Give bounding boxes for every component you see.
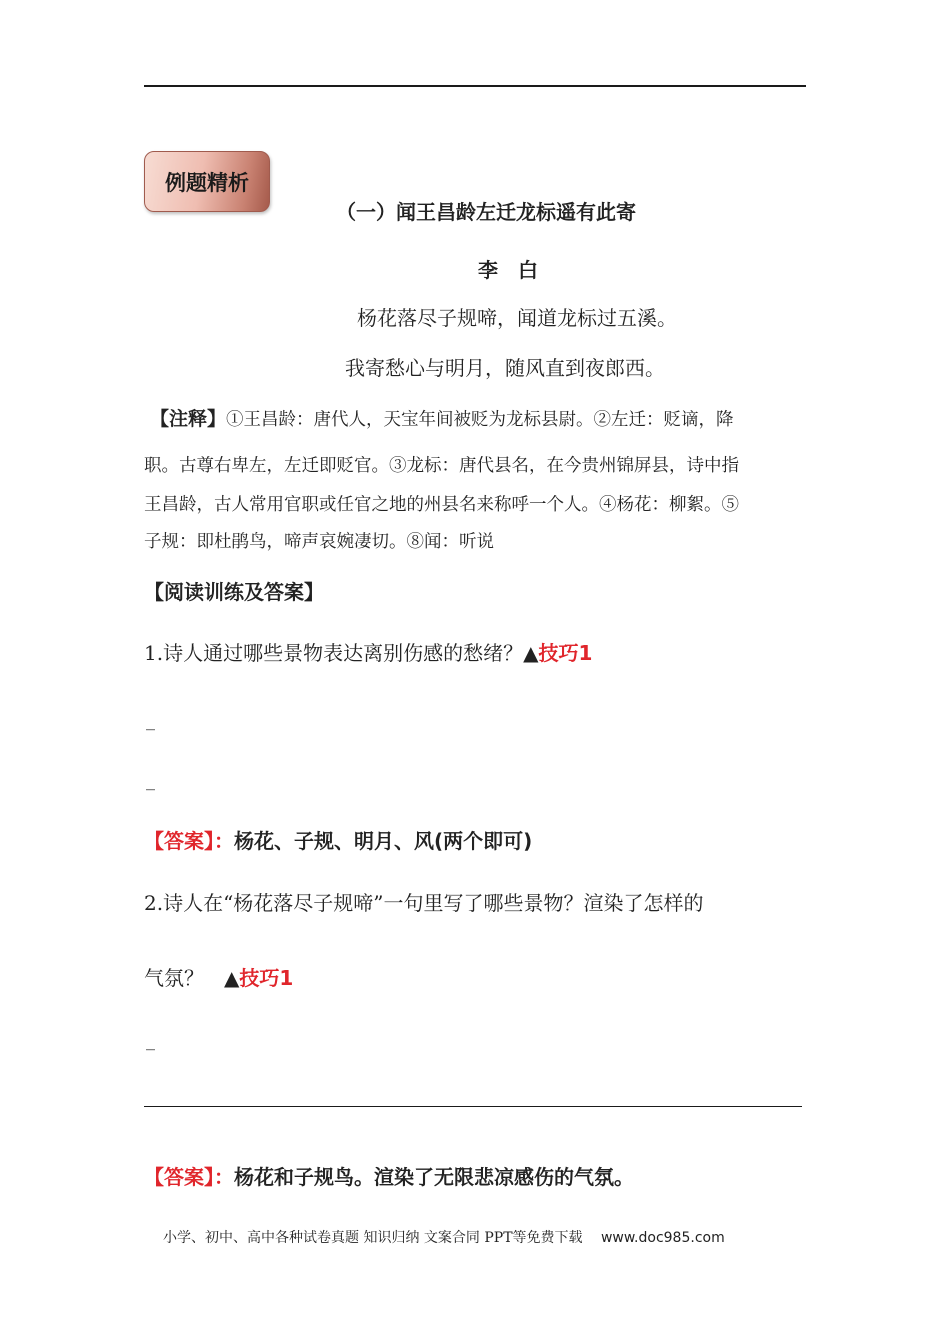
footer-text: 小学、初中、高中各种试卷真题 知识归纳 文案合同 PPT等免费下载 bbox=[163, 1230, 583, 1246]
question-2-text: 气氛？ bbox=[144, 966, 224, 990]
notes-line-3: 王昌龄，古人常用官职或任官之地的州县名来称呼一个人。④杨花：柳絮。⑤ bbox=[144, 495, 739, 515]
notes-text-1: ①王昌龄：唐代人，天宝年间被贬为龙标县尉。②左迁：贬谪，降 bbox=[226, 410, 734, 430]
notes-label: 【注释】 bbox=[150, 408, 227, 430]
blank-line-1: _ bbox=[146, 710, 155, 731]
answer-2-text: 杨花和子规鸟。渲染了无限悲凉感伤的气氛。 bbox=[234, 1165, 634, 1189]
answer-1 bbox=[144, 825, 532, 854]
poem-line-1: 杨花落尽子规啼，闻道龙标过五溪。 bbox=[357, 306, 677, 330]
triangle-icon: ▲ bbox=[523, 641, 539, 665]
answer-1-label: 【答案】： bbox=[144, 829, 234, 853]
footer bbox=[163, 1227, 725, 1247]
answer-rule bbox=[144, 1106, 802, 1107]
poem-author: 李 白 bbox=[478, 258, 538, 282]
poem-line-2: 我寄愁心与明月，随风直到夜郎西。 bbox=[345, 356, 665, 380]
section-heading: 【阅读训练及答案】 bbox=[144, 580, 324, 604]
question-1-tag: 技巧1 bbox=[538, 641, 593, 665]
blank-line-3: _ bbox=[146, 1030, 155, 1051]
triangle-icon: ▲ bbox=[224, 966, 240, 990]
question-1 bbox=[144, 637, 592, 666]
blank-line-2: _ bbox=[146, 770, 155, 791]
example-badge: 例题精析 bbox=[144, 151, 270, 212]
question-2-line-1: 2.诗人在“杨花落尽子规啼”一句里写了哪些景物？渲染了怎样的 bbox=[144, 891, 704, 915]
question-2-tag: 技巧1 bbox=[239, 966, 294, 990]
notes-line-1 bbox=[150, 404, 734, 431]
header-rule bbox=[144, 85, 806, 87]
notes-line-4: 子规：即杜鹃鸟，啼声哀婉凄切。⑧闻：听说 bbox=[144, 532, 494, 552]
question-1-text: 1.诗人通过哪些景物表达离别伤感的愁绪？ bbox=[144, 641, 524, 665]
answer-1-text: 杨花、子规、明月、风(两个即可) bbox=[234, 829, 533, 853]
poem-title: （一）闻王昌龄左迁龙标遥有此寄 bbox=[336, 200, 636, 224]
question-2-line-2 bbox=[144, 962, 293, 991]
footer-url[interactable]: www.doc985.com bbox=[600, 1230, 725, 1246]
notes-line-2: 职。古尊右卑左，左迁即贬官。③龙标：唐代县名，在今贵州锦屏县，诗中指 bbox=[144, 456, 739, 476]
answer-2 bbox=[144, 1161, 634, 1190]
answer-2-label: 【答案】： bbox=[144, 1165, 234, 1189]
